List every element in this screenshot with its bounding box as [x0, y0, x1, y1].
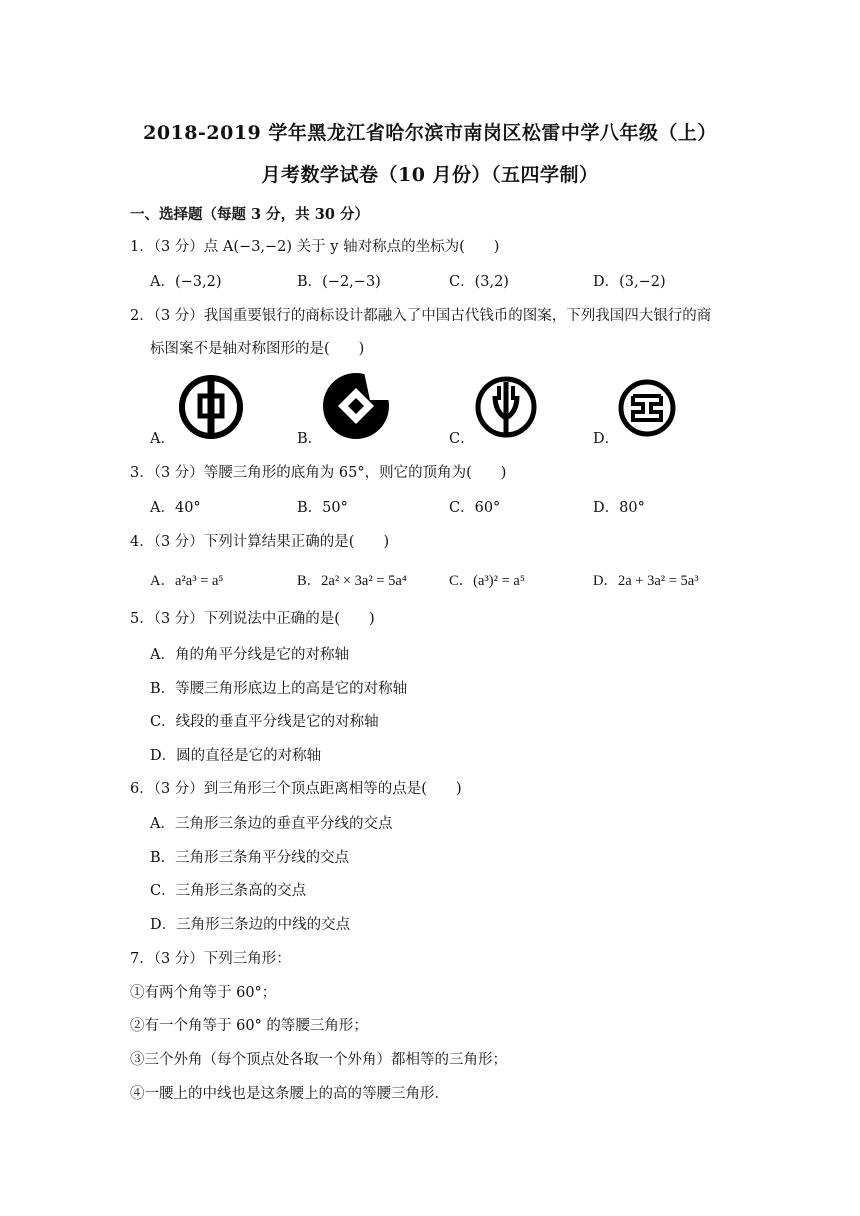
q2-option-b: B．: [297, 431, 323, 447]
q5-option-b: B．等腰三角形底边上的高是它的对称轴: [150, 681, 408, 697]
q7-item-2: ②有一个角等于 60° 的等腰三角形；: [130, 1018, 368, 1034]
q1-option-d: D．(3,−2): [593, 274, 666, 290]
question-4-stem: 4．（3 分）下列计算结果正确的是( ): [130, 534, 390, 550]
question-7-stem: 7．（3 分）下列三角形：: [130, 951, 291, 967]
q3-option-d: D．80°: [593, 500, 645, 516]
exam-title-line2: 月考数学试卷（10 月份）（五四学制）: [261, 164, 599, 186]
q6-option-b: B．三角形三条角平分线的交点: [150, 850, 350, 866]
q7-item-3: ③三个外角（每个顶点处各取一个外角）都相等的三角形；: [130, 1052, 507, 1068]
q7-item-1: ①有两个角等于 60°；: [130, 985, 277, 1001]
icbc-logo-icon: [617, 378, 677, 438]
question-1-stem: 1．（3 分）点 A(−3,−2) 关于 y 轴对称点的坐标为( ): [130, 239, 500, 255]
question-3-stem: 3．（3 分）等腰三角形的底角为 65°，则它的顶角为( ): [130, 465, 507, 481]
q1-option-a: A．(−3,2): [150, 274, 222, 290]
q5-option-a: A．角的角平分线是它的对称轴: [150, 647, 349, 663]
agricultural-bank-logo-icon: [473, 374, 539, 440]
q1-option-c: C．(3,2): [449, 274, 509, 290]
question-2-stem-line2: 标图案不是轴对称图形的是( ): [150, 341, 365, 357]
q2-option-c: C．: [449, 431, 475, 447]
q5-option-c: C．线段的垂直平分线是它的对称轴: [150, 714, 379, 730]
q4-option-b: B．2a² × 3a² = 5a⁴: [297, 573, 407, 589]
exam-title-line1: 2018-2019 学年黑龙江省哈尔滨市南岗区松雷中学八年级（上）: [143, 122, 717, 144]
q3-option-b: B．50°: [297, 500, 348, 516]
q4-option-d: D．2a + 3a² = 5a³: [593, 573, 699, 589]
q2-option-a: A．: [150, 431, 175, 447]
q5-option-d: D．圆的直径是它的对称轴: [150, 748, 322, 764]
question-2-stem-line1: 2．（3 分）我国重要银行的商标设计都融入了中国古代钱币的图案，下列我国四大银行的商: [130, 308, 712, 324]
q4-option-c: C．(a³)² = a⁵: [449, 573, 525, 589]
q4-option-a: A．a²a³ = a⁵: [150, 573, 224, 589]
q6-option-c: C．三角形三条高的交点: [150, 883, 307, 899]
question-6-stem: 6．（3 分）到三角形三个顶点距离相等的点是( ): [130, 781, 462, 797]
q1-option-b: B．(−2,−3): [297, 274, 381, 290]
question-5-stem: 5．（3 分）下列说法中正确的是( ): [130, 611, 375, 627]
section-heading: 一、选择题（每题 3 分，共 30 分）: [130, 206, 369, 223]
q2-option-d: D．: [593, 431, 620, 447]
q3-option-c: C．60°: [449, 500, 501, 516]
q3-option-a: A．40°: [150, 500, 201, 516]
construction-bank-logo-icon: [320, 370, 392, 442]
q6-option-d: D．三角形三条边的中线的交点: [150, 917, 351, 933]
bank-of-china-logo-icon: [176, 372, 246, 442]
q6-option-a: A．三角形三条边的垂直平分线的交点: [150, 816, 393, 832]
q7-item-4: ④一腰上的中线也是这条腰上的高的等腰三角形．: [130, 1086, 449, 1102]
